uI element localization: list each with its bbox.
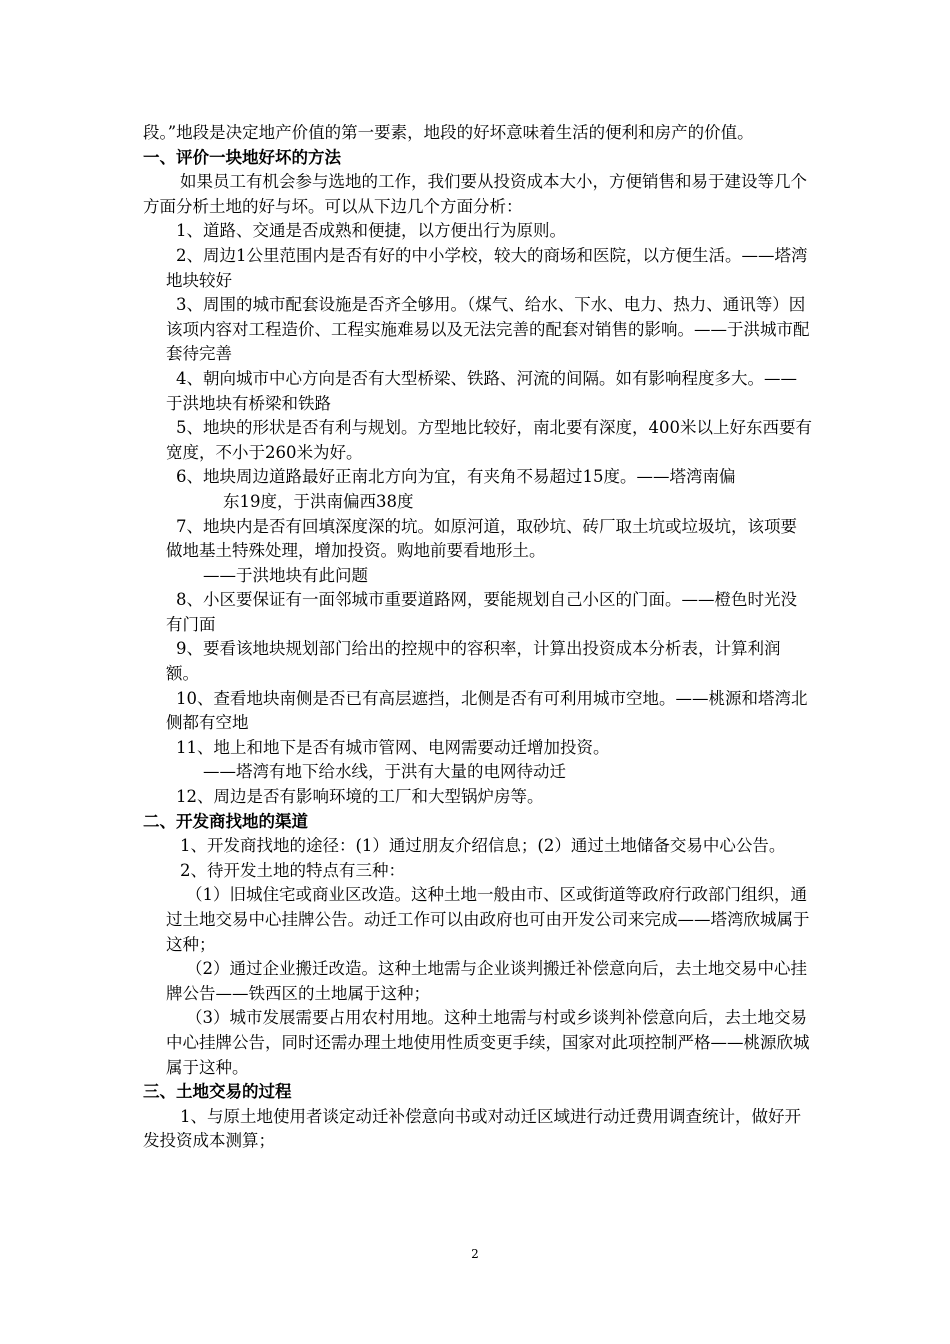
paragraph-section-2-item-2: 2、待开发土地的特点有三种： xyxy=(180,860,405,880)
list-item-8: 8、小区要保证有一面邻城市重要道路网，要能规划自己小区的门面。——橙色时光没有门面 xyxy=(166,590,797,634)
paragraph-section-2-type-2: （2）通过企业搬迁改造。这种土地需与企业谈判搬迁补偿意向后，去土地交易中心挂牌公告——铁西区的土地属于这种； xyxy=(166,959,807,1003)
list-item-11-note: ——塔湾有地下给水线，于洪有大量的电网待动迁 xyxy=(203,762,566,782)
paragraph-intro: 段。”地段是决定地产价值的第一要素，地段的好坏意味着生活的便利和房产的价值。 xyxy=(143,123,754,142)
list-item-7-note: ——于洪地块有此问题 xyxy=(203,565,368,585)
list-item-11: 11、地上和地下是否有城市管网、电网需要动迁增加投资。 xyxy=(176,737,610,757)
list-item-9: 9、要看该地块规划部门给出的控规中的容积率，计算出投资成本分析表，计算利润额。 xyxy=(166,639,781,684)
list-item-3: 3、周围的城市配套设施是否齐全够用。（煤气、给水、下水、电力、热力、通讯等）因该项内容对工程造价、工程实施难易以及无法完善的配套对销售的影响。——于洪城市配套待完善 xyxy=(166,295,810,364)
page-number: 2 xyxy=(471,1247,479,1261)
paragraph-section-2-type-3: （3）城市发展需要占用农村用地。这种土地需与村或乡谈判补偿意向后，去土地交易中心挂牌公告，同时还需办理土地使用性质变更手续，国家对此项控制严格——桃源欣城属于这种。 xyxy=(166,1008,810,1077)
heading-section-1: 一、评价一块地好坏的方法 xyxy=(143,147,341,167)
document-body xyxy=(143,121,813,1154)
paragraph-section-3-item-1: 1、与原土地使用者谈定动迁补偿意向书或对动迁区域进行动迁费用调查统计，做好开发投资成本测算； xyxy=(143,1106,801,1151)
paragraph-section-2-item-1: 1、开发商找地的途径：(1）通过朋友介绍信息；(2）通过土地储备交易中心公告。 xyxy=(180,836,786,856)
list-item-7: 7、地块内是否有回填深度深的坑。如原河道，取砂坑、砖厂取土坑或垃圾坑，该项要做地基土特殊处理，增加投资。购地前要看地形土。 xyxy=(166,516,797,561)
list-item-6-continuation: 东19度，于洪南偏西38度 xyxy=(223,491,414,511)
list-item-6: 6、地块周边道路最好正南北方向为宜，有夹角不易超过15度。——塔湾南偏 xyxy=(176,467,736,487)
list-item-4: 4、朝向城市中心方向是否有大型桥梁、铁路、河流的间隔。如有影响程度多大。——于洪地块有桥梁和铁路 xyxy=(166,368,797,413)
list-item-1: 1、道路、交通是否成熟和便捷，以方便出行为原则。 xyxy=(176,221,566,241)
paragraph-section-1-intro: 如果员工有机会参与选地的工作，我们要从投资成本大小，方便销售和易于建设等几个方面分析土地的好与坏。可以从下边几个方面分析： xyxy=(143,172,807,216)
list-item-12: 12、周边是否有影响环境的工厂和大型锅炉房等。 xyxy=(176,787,544,807)
heading-section-2: 二、开发商找地的渠道 xyxy=(143,811,308,831)
heading-section-3: 三、土地交易的过程 xyxy=(143,1082,292,1102)
list-item-5: 5、地块的形状是否有利与规划。方型地比较好，南北要有深度，400米以上好东西要有宽度，不小于260米为好。 xyxy=(166,418,812,462)
paragraph-section-2-type-1: （1）旧城住宅或商业区改造。这种土地一般由市、区或街道等政府行政部门组织，通过土地交易中心挂牌公告。动迁工作可以由政府也可由开发公司来完成——塔湾欣城属于这种； xyxy=(166,885,810,954)
list-item-10: 10、查看地块南侧是否已有高层遮挡，北侧是否有可利用城市空地。——桃源和塔湾北侧都有空地 xyxy=(166,688,808,733)
list-item-2: 2、周边1公里范围内是否有好的中小学校，较大的商场和医院，以方便生活。——塔湾地块较好 xyxy=(166,245,808,290)
